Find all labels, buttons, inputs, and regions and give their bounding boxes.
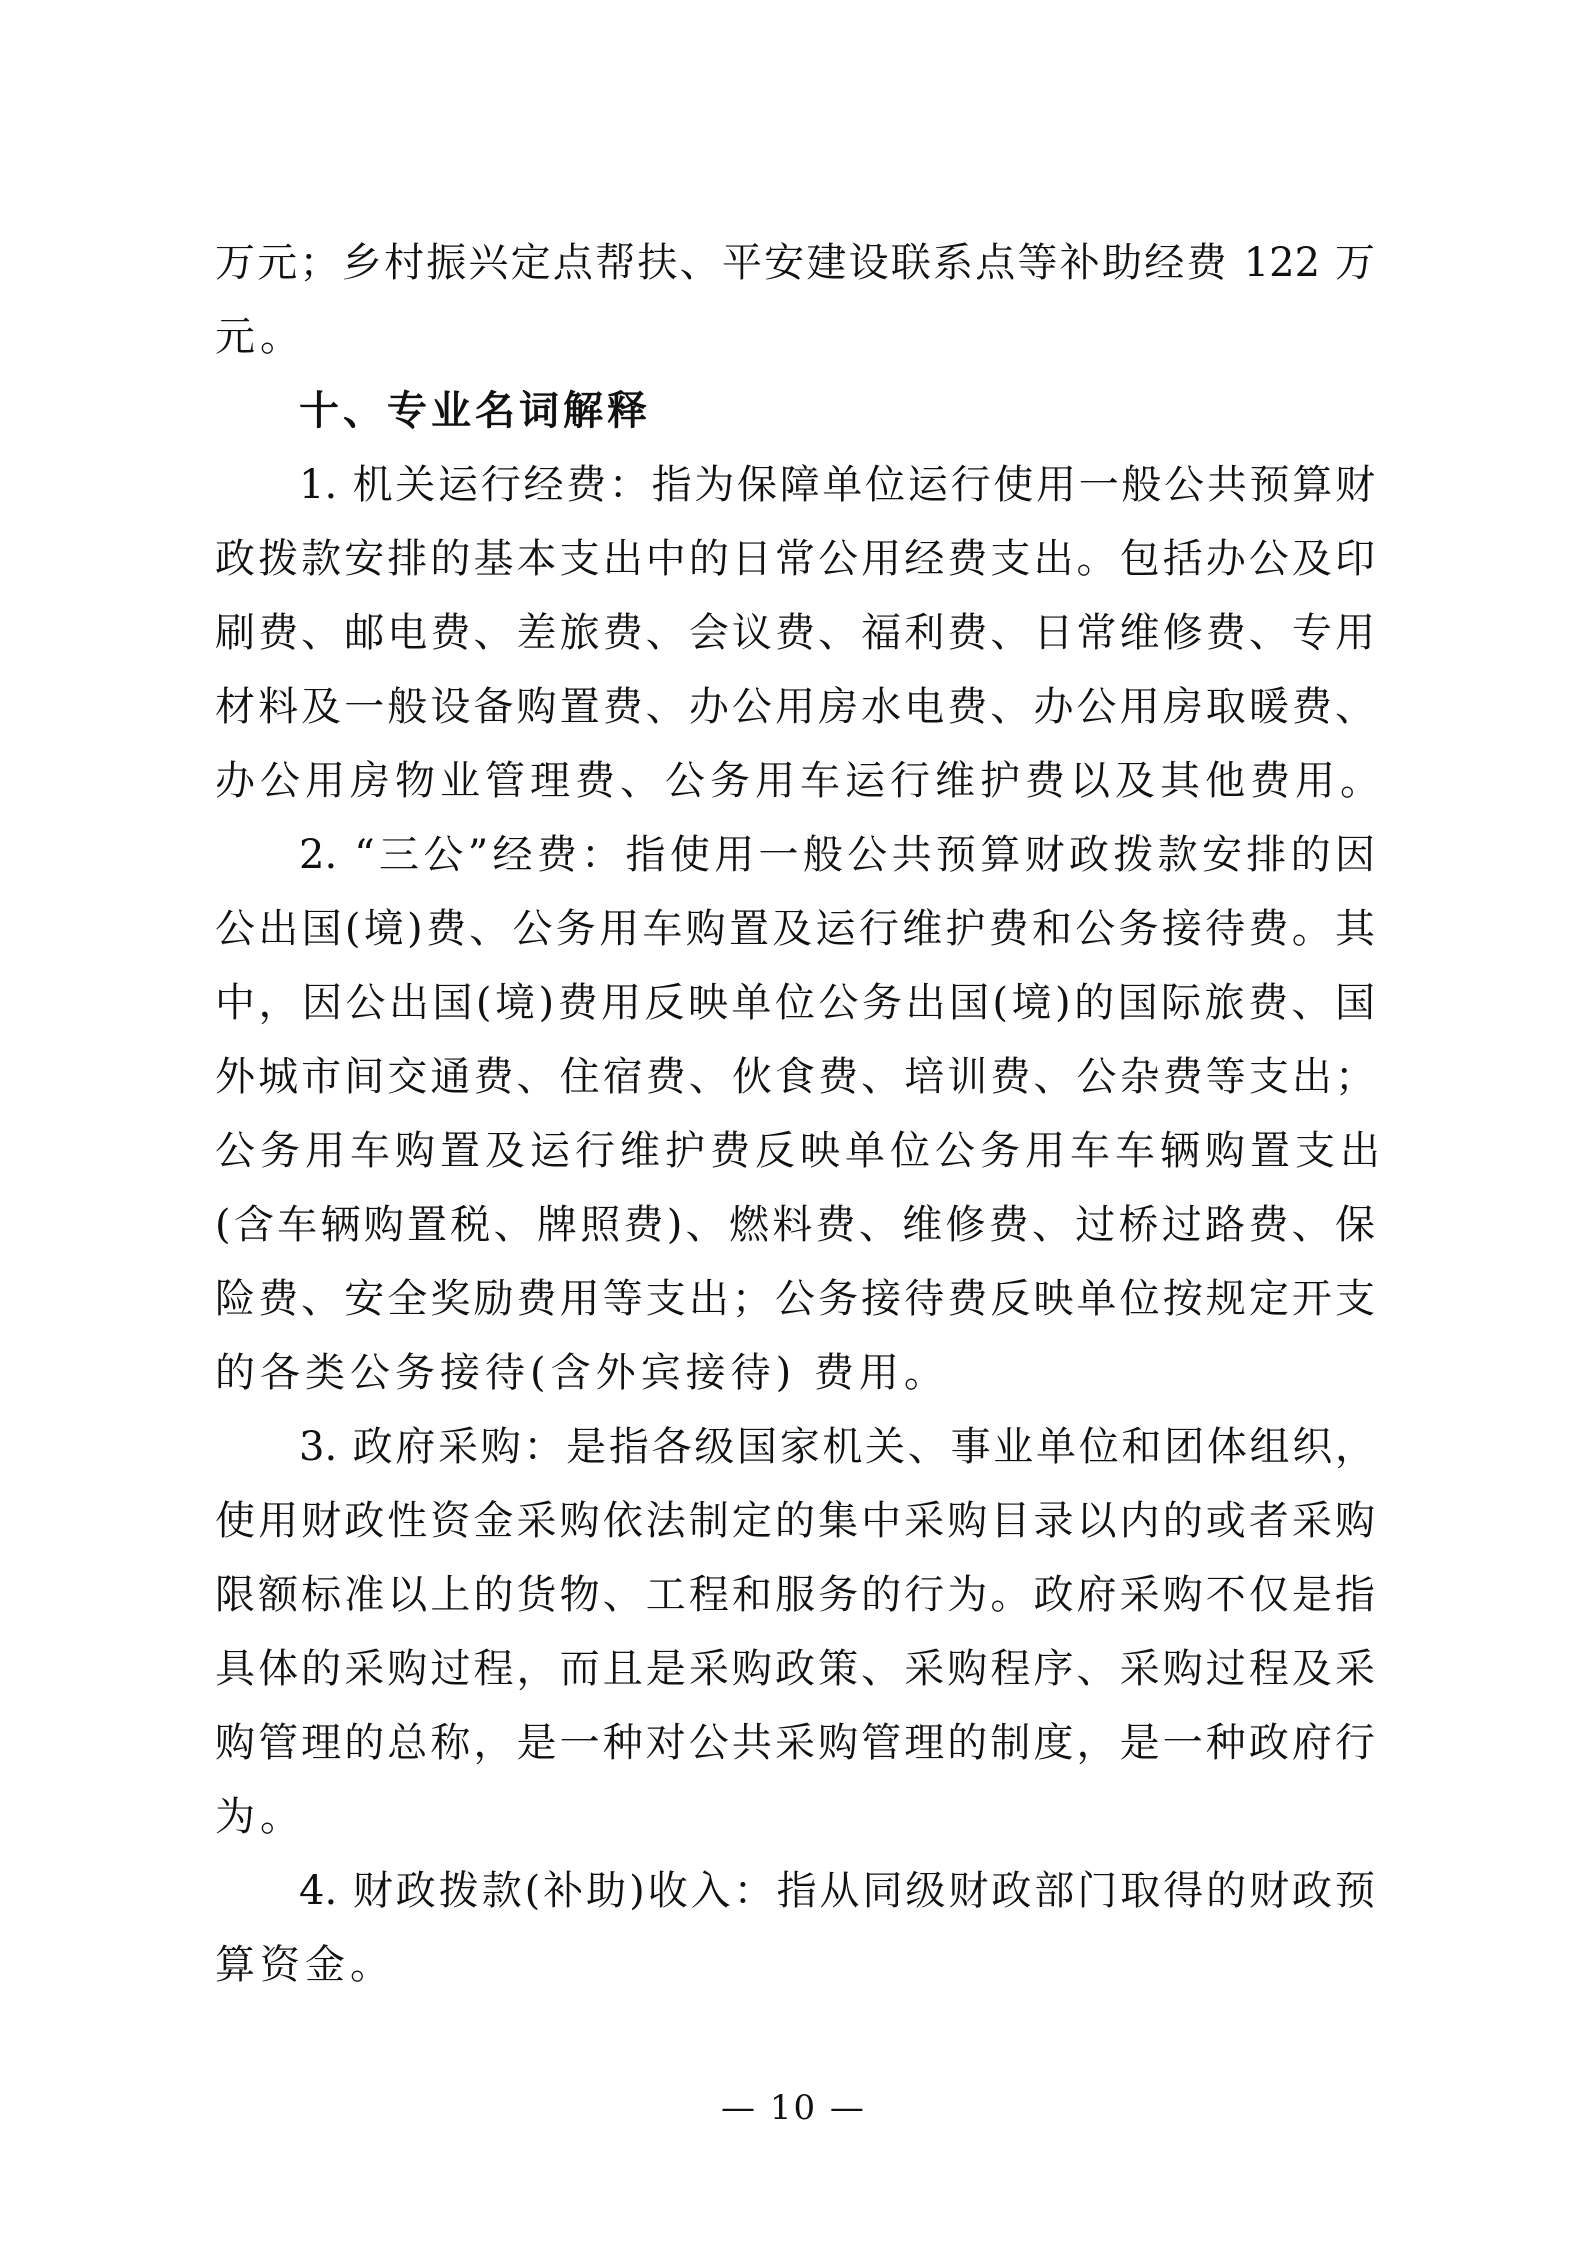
- text-line: (含车辆购置税、牌照费)、燃料费、维修费、过桥过路费、保: [215, 1202, 1375, 1248]
- text-line: 刷费、邮电费、差旅费、会议费、福利费、日常维修费、专用: [215, 610, 1375, 656]
- text-line: 材料及一般设备购置费、办公用房水电费、办公用房取暖费、: [215, 684, 1375, 730]
- text-line: 万元；乡村振兴定点帮扶、平安建设联系点等补助经费 122 万: [215, 240, 1375, 286]
- text-line: 使用财政性资金采购依法制定的集中采购目录以内的或者采购: [215, 1498, 1375, 1544]
- document-page: [215, 0, 1385, 2245]
- section-heading: 十、专业名词解释: [299, 388, 651, 434]
- text-line: 险费、安全奖励费用等支出；公务接待费反映单位按规定开支: [215, 1276, 1375, 1322]
- text-line: 限额标准以上的货物、工程和服务的行为。政府采购不仅是指: [215, 1572, 1375, 1618]
- text-line: 办公用房物业管理费、公务用车运行维护费以及其他费用。: [215, 758, 1385, 804]
- text-line: 公出国(境)费、公务用车购置及运行维护费和公务接待费。其: [215, 906, 1375, 952]
- text-line: 政拨款安排的基本支出中的日常公用经费支出。包括办公及印: [215, 536, 1375, 582]
- text-line: 算资金。: [215, 1942, 395, 1988]
- text-line: 的各类公务接待(含外宾接待) 费用。: [215, 1350, 949, 1396]
- text-line: 1. 机关运行经费：指为保障单位运行使用一般公共预算财: [299, 462, 1375, 508]
- text-line: 4. 财政拨款(补助)收入：指从同级财政部门取得的财政预: [299, 1868, 1375, 1914]
- page-number: — 10 —: [721, 2088, 866, 2128]
- text-line: 3. 政府采购：是指各级国家机关、事业单位和团体组织，: [299, 1424, 1375, 1470]
- text-line: 公务用车购置及运行维护费反映单位公务用车车辆购置支出: [215, 1128, 1385, 1174]
- text-line: 中，因公出国(境)费用反映单位公务出国(境)的国际旅费、国: [215, 980, 1375, 1026]
- text-line: 元。: [215, 314, 305, 360]
- text-line: 2. “三公”经费：指使用一般公共预算财政拨款安排的因: [299, 832, 1375, 878]
- text-line: 购管理的总称，是一种对公共采购管理的制度，是一种政府行: [215, 1720, 1375, 1766]
- text-line: 具体的采购过程，而且是采购政策、采购程序、采购过程及采: [215, 1646, 1375, 1692]
- text-line: 为。: [215, 1794, 305, 1840]
- text-line: 外城市间交通费、住宿费、伙食费、培训费、公杂费等支出；: [215, 1054, 1375, 1100]
